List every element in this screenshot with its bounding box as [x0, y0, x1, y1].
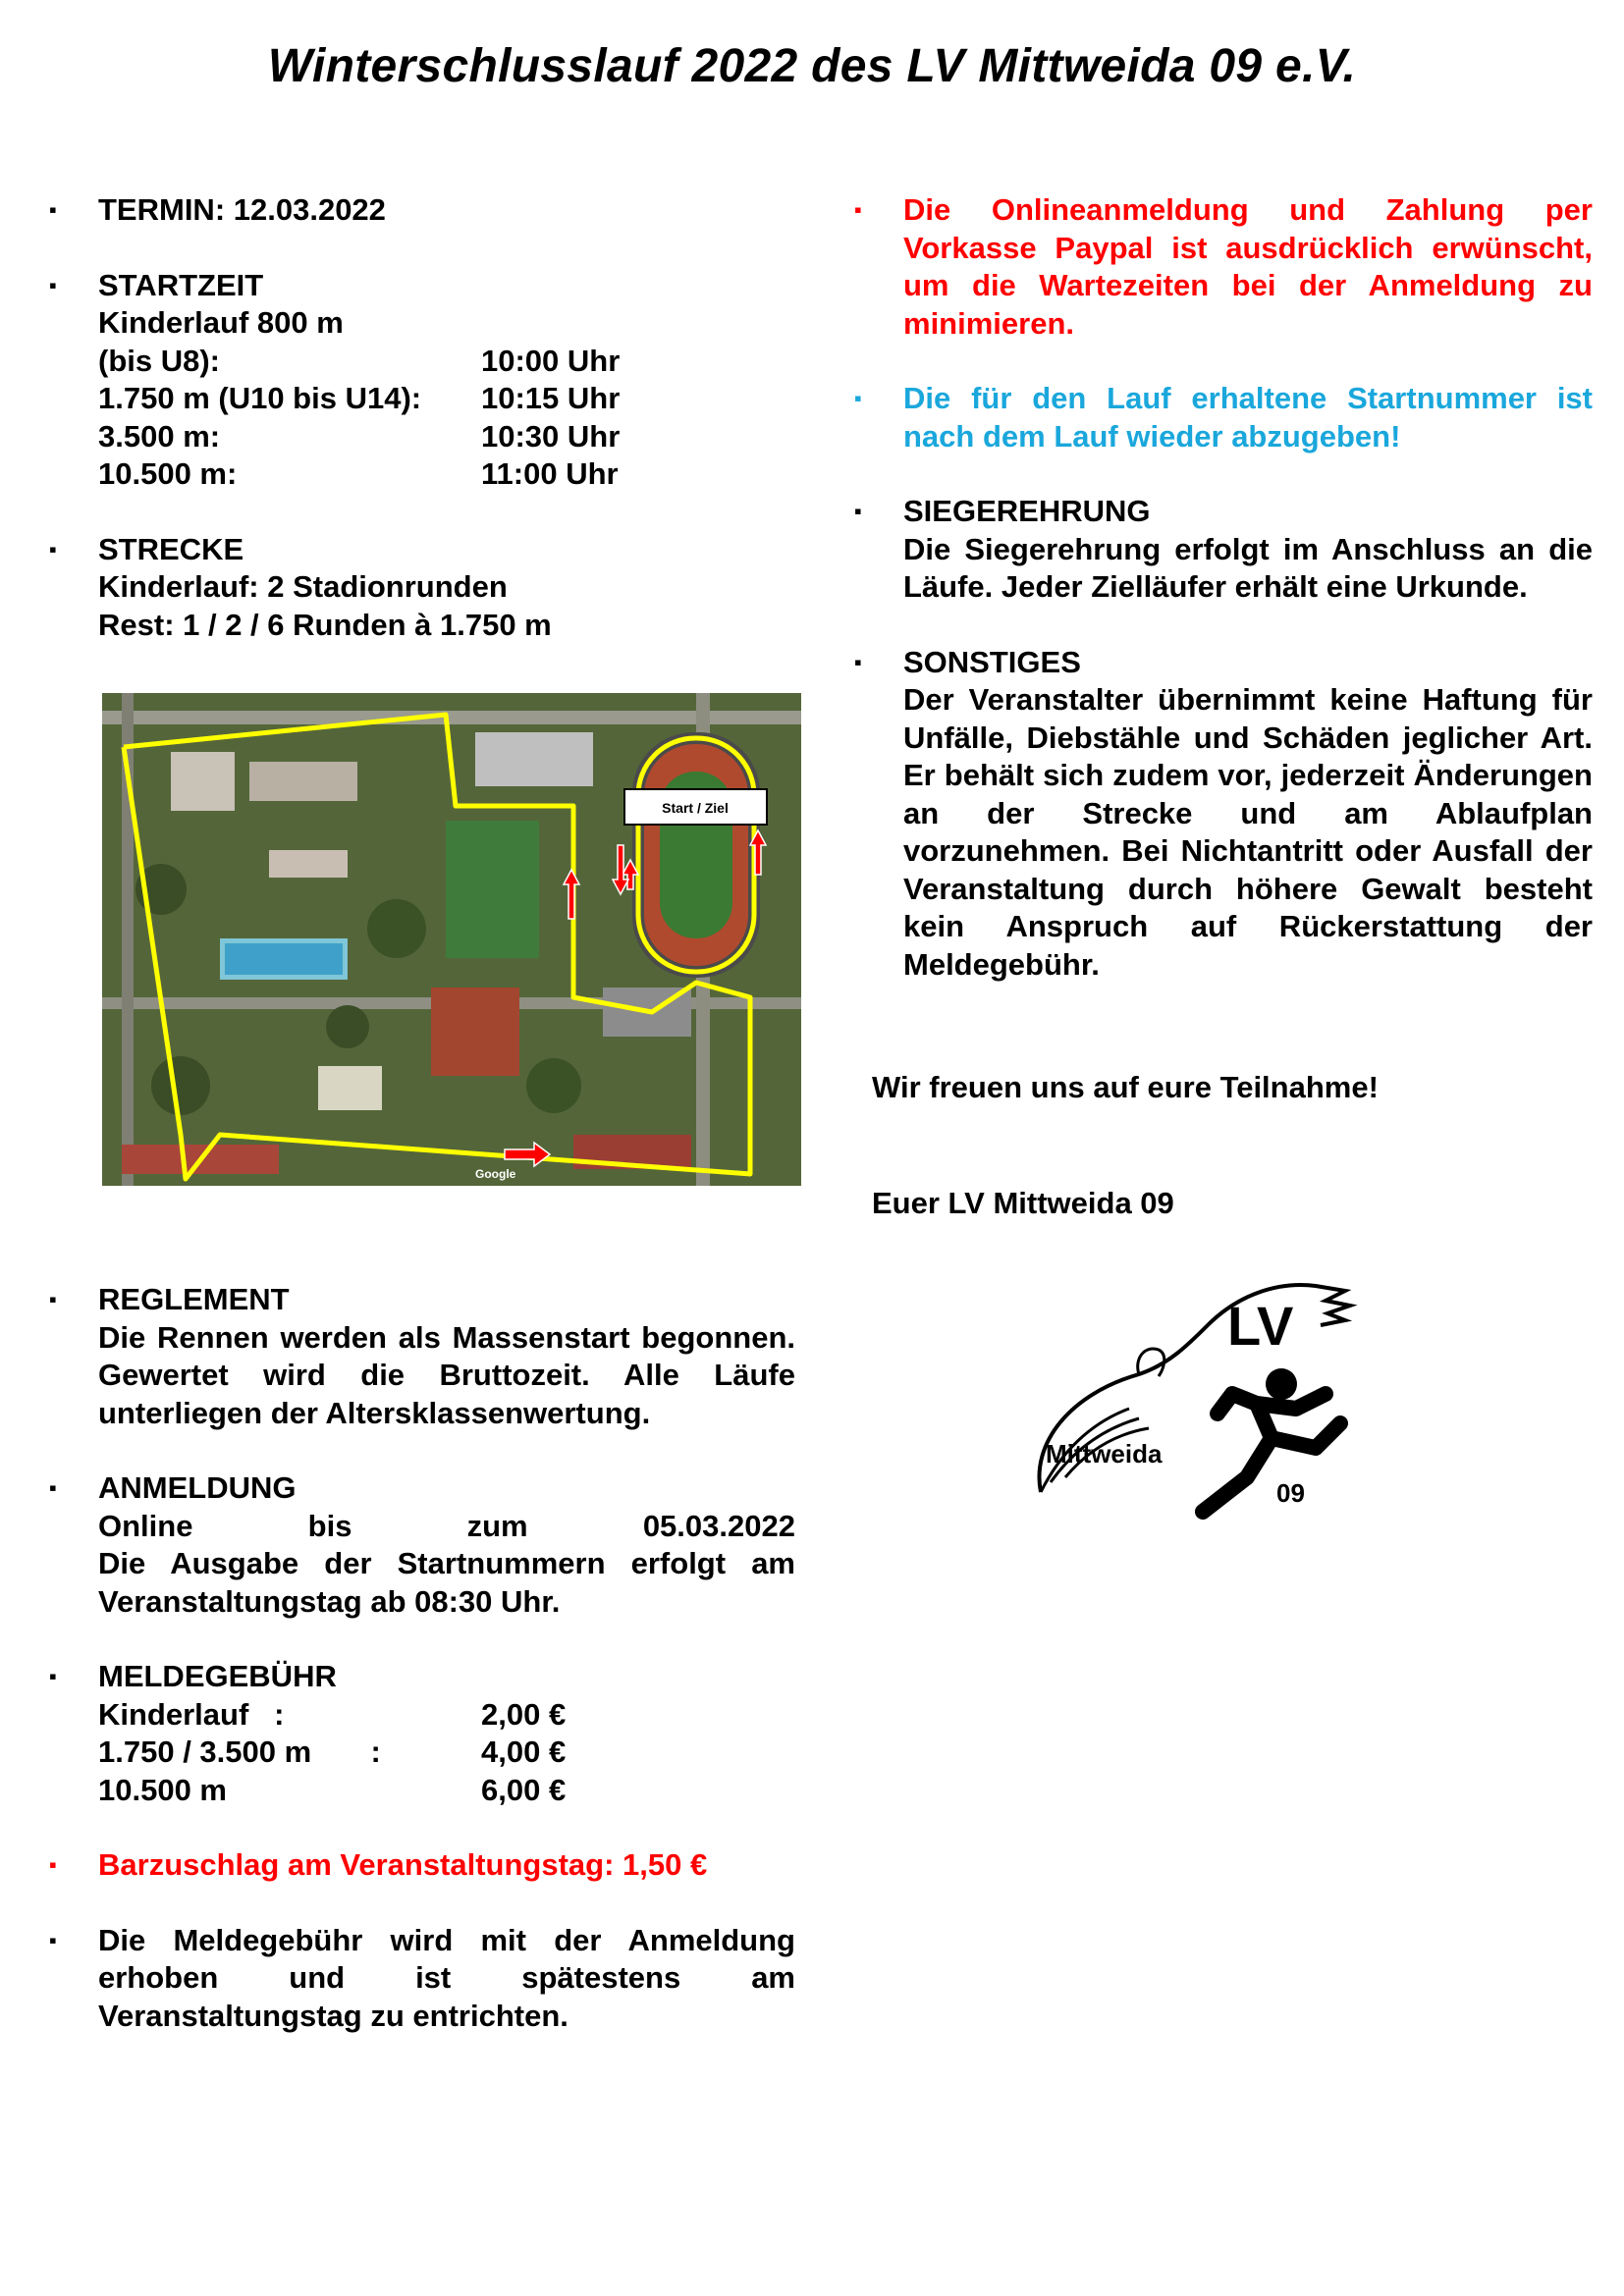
- startzeit-row: [98, 343, 795, 381]
- online-hinweis-text: Die Onlineanmeldung und Zahlung per Vorkasse Paypal ist ausdrücklich erwünscht, um die Wartezeiten bei der Anmeldung zu minimieren.: [903, 192, 1593, 341]
- strecke-heading: STRECKE: [98, 531, 244, 566]
- startzeit-sub: Kinderlauf 800 m: [98, 305, 344, 340]
- termin-item: [49, 191, 795, 230]
- startzeit-label: (bis U8):: [98, 343, 220, 378]
- reglement-item: [49, 1281, 795, 1432]
- document-title: Winterschlusslauf 2022 des LV Mittweida 09 e.V.: [267, 40, 1357, 92]
- fee-value: 2,00 €: [481, 1696, 567, 1732]
- bullet-icon: ▪: [854, 649, 862, 674]
- barzuschlag-item: [49, 1846, 795, 1885]
- fee-label: Kinderlauf :: [98, 1696, 285, 1732]
- strecke-line1: Kinderlauf: 2 Stadionrunden: [98, 569, 508, 604]
- siegerehrung-text: Die Siegerehrung erfolgt im Anschluss an die Läufe. Jeder Zielläufer erhält eine Urkunde.: [903, 531, 1593, 604]
- bullet-icon: ▪: [49, 1664, 57, 1688]
- closing-greeting: Wir freuen uns auf eure Teilnahme!: [872, 1070, 1379, 1104]
- startzeit-time: 10:30 Uhr: [481, 418, 621, 454]
- startzeit-heading: STARTZEIT: [98, 267, 264, 302]
- bullet-icon: ▪: [854, 197, 862, 222]
- sonstiges-text: Der Veranstalter übernimmt keine Haftung für Unfälle, Diebstähle und Schäden jeglicher Art. Er behält sich zudem vor, jederzeit Änderungen an der Strecke und am Ablaufplan vorzunehmen. Bei Nichtantritt oder Ausfall der Veranstaltung durch höhere Gewalt besteht kein Anspruch auf Rückerstattung der Meldegebühr.: [903, 682, 1593, 982]
- route-map: [102, 693, 801, 1186]
- startzeit-time: 11:00 Uhr: [481, 456, 619, 491]
- startzeit-label: 10.500 m:: [98, 456, 238, 491]
- right-column: [854, 191, 1593, 984]
- bullet-icon: ▪: [49, 272, 57, 297]
- fee-value: 4,00 €: [481, 1735, 567, 1769]
- siegerehrung-item: [854, 493, 1593, 607]
- anmeldung-deadline: [98, 1508, 795, 1546]
- anmeldung-date: 05.03.2022: [642, 1508, 795, 1543]
- sonstiges-heading: SONSTIGES: [903, 644, 1081, 679]
- anmeldung-text: Die Ausgabe der Startnummern erfolgt am Veranstaltungstag ab 08:30 Uhr.: [98, 1546, 795, 1619]
- strecke-item: [49, 531, 795, 645]
- bullet-icon: ▪: [49, 1287, 57, 1311]
- online-hinweis-item: [854, 191, 1593, 343]
- start-ziel-label: Start / Ziel: [662, 800, 729, 816]
- strecke-line2: Rest: 1 / 2 / 6 Runden à 1.750 m: [98, 607, 552, 642]
- reglement-heading: REGLEMENT: [98, 1282, 290, 1316]
- hinweis-text: Die Meldegebühr wird mit der Anmeldung erhoben und ist spätestens am Veranstaltungstag zu entrichten.: [98, 1922, 795, 2033]
- startnummer-text: Die für den Lauf erhaltene Startnummer ist nach dem Lauf wieder abzugeben!: [903, 381, 1593, 454]
- fee-row: [98, 1696, 795, 1735]
- siegerehrung-heading: SIEGEREHRUNG: [903, 494, 1151, 528]
- anmeldung-word: Online: [98, 1508, 193, 1543]
- startzeit-label: 3.500 m:: [98, 418, 221, 454]
- fee-label: 10.500 m: [98, 1772, 227, 1807]
- anmeldung-word: bis: [307, 1508, 352, 1543]
- meldegebuehr-item: [49, 1658, 795, 1809]
- sonstiges-item: [854, 644, 1593, 985]
- bullet-icon: ▪: [854, 386, 862, 410]
- barzuschlag-text: Barzuschlag am Veranstaltungstag: 1,50 €: [98, 1847, 708, 1882]
- startzeit-time: 10:15 Uhr: [481, 381, 621, 415]
- bullet-icon: ▪: [49, 1927, 57, 1952]
- logo-name-text: Mittweida: [1046, 1439, 1163, 1468]
- fee-row: [98, 1772, 795, 1810]
- bullet-icon: ▪: [49, 536, 57, 561]
- club-logo-svg: [1021, 1266, 1365, 1522]
- startzeit-item: [49, 267, 795, 494]
- logo-number-text: 09: [1276, 1478, 1305, 1508]
- startnummer-item: [854, 380, 1593, 455]
- bullet-icon: ▪: [854, 499, 862, 523]
- bullet-icon: ▪: [49, 197, 57, 222]
- map-watermark: Google: [475, 1167, 516, 1181]
- startzeit-label: 1.750 m (U10 bis U14):: [98, 381, 422, 415]
- signature: Euer LV Mittweida 09: [872, 1186, 1174, 1220]
- left-column: [49, 191, 795, 644]
- left-column-lower: [49, 1281, 795, 2035]
- bullet-icon: ▪: [49, 1475, 57, 1500]
- club-logo: [1021, 1266, 1365, 1522]
- anmeldung-word: zum: [466, 1508, 528, 1543]
- reglement-text: Die Rennen werden als Massenstart begonnen. Gewertet wird die Bruttozeit. Alle Läufe unterliegen der Altersklassenwertung.: [98, 1319, 795, 1430]
- anmeldung-heading: ANMELDUNG: [98, 1470, 297, 1505]
- hinweis-item: [49, 1922, 795, 2036]
- startzeit-time: 10:00 Uhr: [481, 343, 621, 378]
- termin-text: TERMIN: 12.03.2022: [98, 192, 386, 227]
- startzeit-row: [98, 380, 795, 418]
- meldegebuehr-heading: MELDEGEBÜHR: [98, 1659, 337, 1693]
- route-map-svg: [102, 693, 801, 1186]
- bullet-icon: ▪: [49, 1852, 57, 1877]
- startzeit-row: [98, 418, 795, 456]
- logo-lv-text: LV: [1227, 1295, 1294, 1357]
- fee-row: [98, 1734, 795, 1772]
- fee-label: 1.750 / 3.500 m :: [98, 1735, 381, 1769]
- startzeit-row: [98, 455, 795, 494]
- fee-value: 6,00 €: [481, 1772, 567, 1807]
- anmeldung-item: [49, 1469, 795, 1621]
